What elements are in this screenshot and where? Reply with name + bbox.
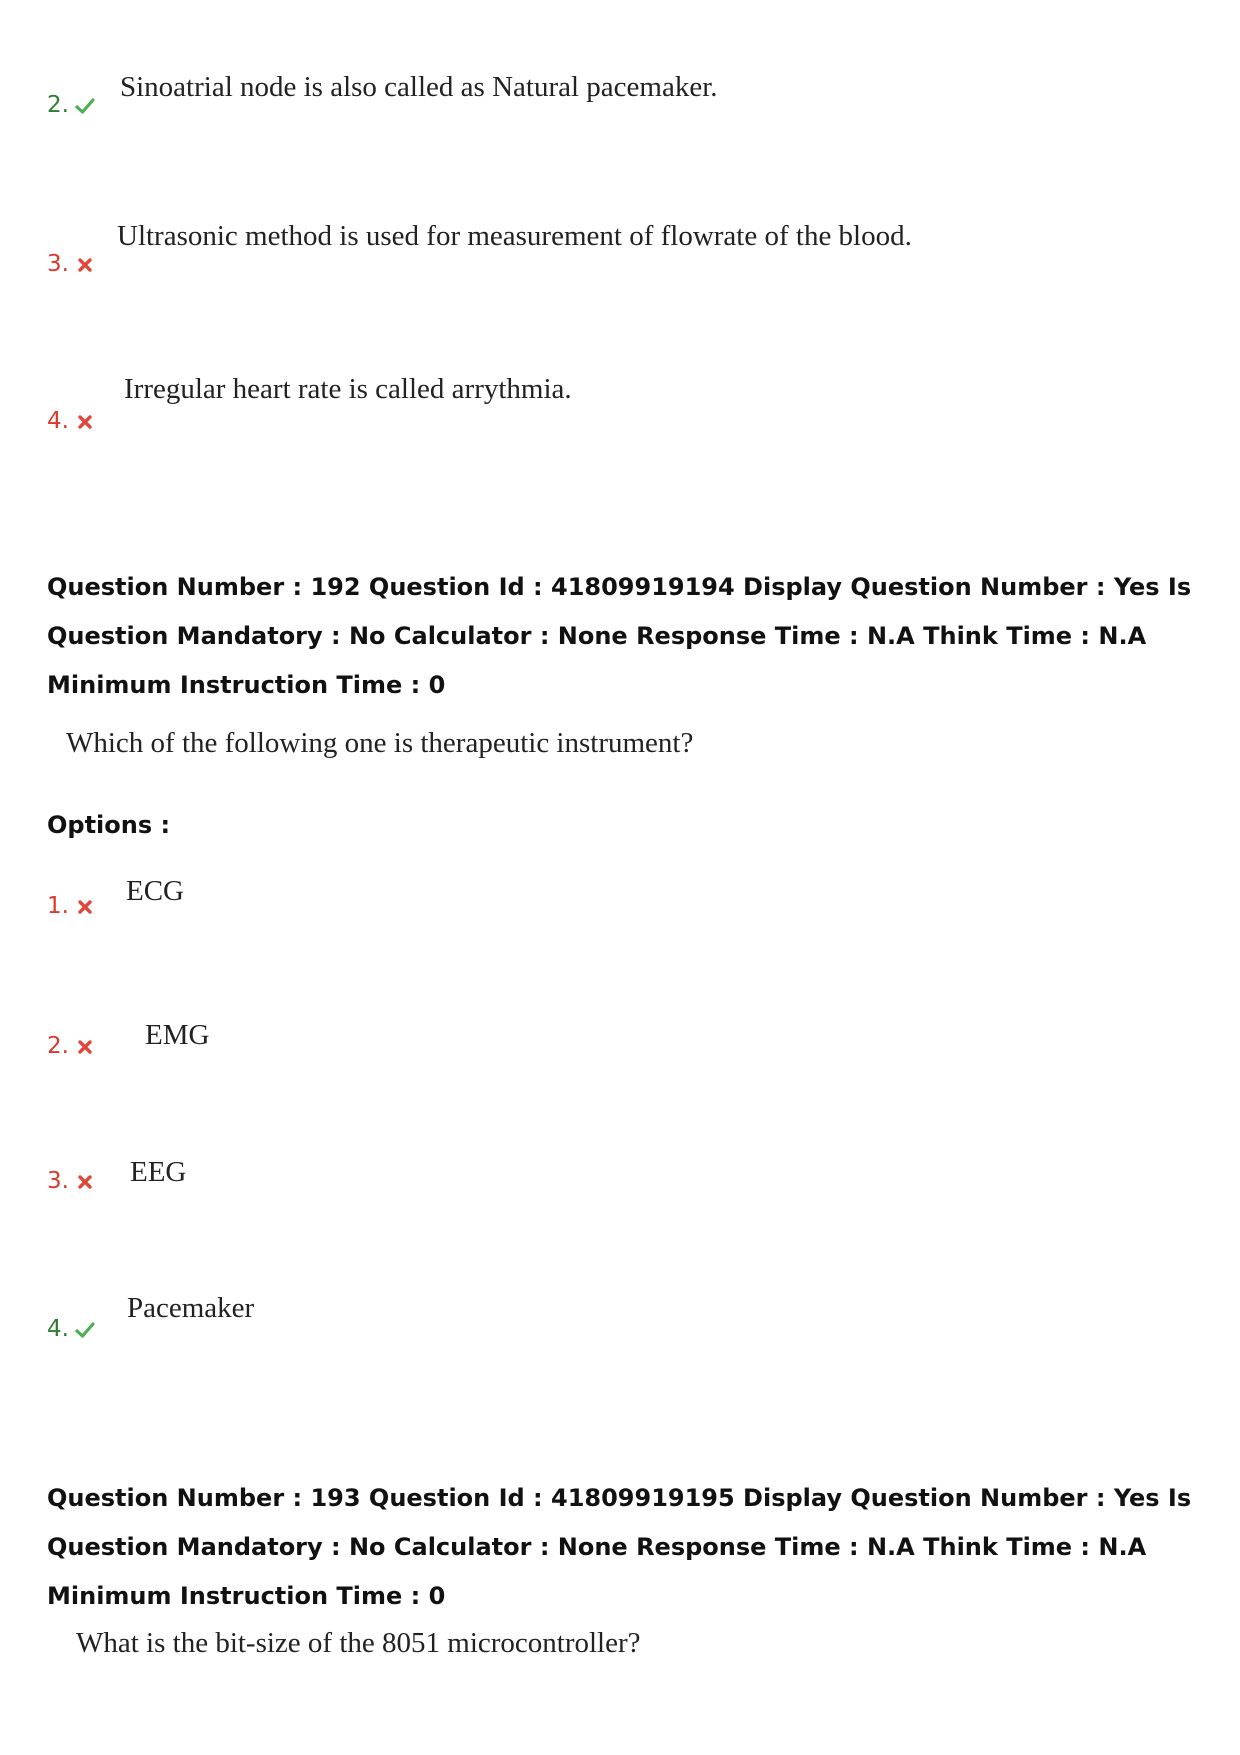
cross-icon: [75, 255, 95, 275]
option-text-192-1: ECG: [126, 875, 184, 907]
option-number-prev-2: 2.: [47, 91, 95, 119]
check-icon: [75, 1320, 95, 1340]
check-icon: [75, 96, 95, 116]
option-text-192-3: EEG: [130, 1156, 187, 1188]
cross-icon: [75, 897, 95, 917]
cross-icon: [75, 1172, 95, 1192]
option-text-prev-2: Sinoatrial node is also called as Natural pacemaker.: [120, 71, 718, 103]
option-text-prev-3: Ultrasonic method is used for measurement of flowrate of the blood.: [117, 220, 912, 252]
question-193-text: What is the bit-size of the 8051 microcontroller?: [76, 1627, 641, 1659]
cross-icon: [75, 1037, 95, 1057]
option-number-192-2: 2.: [47, 1032, 95, 1060]
option-number-192-1: 1.: [47, 892, 95, 920]
question-192-text: Which of the following one is therapeutic instrument?: [66, 727, 694, 759]
option-number-prev-3: 3.: [47, 250, 95, 278]
option-number-prev-4: 4.: [47, 407, 95, 435]
option-number-192-4: 4.: [47, 1315, 95, 1343]
question-193-meta: Question Number : 193 Question Id : 41809919195 Display Question Number : Yes Is Question Mandatory : No Calculator : None Response Time : N.A Think Time : N.A Minimum Instruction Time : 0: [47, 1484, 1192, 1610]
option-number-192-3: 3.: [47, 1167, 95, 1195]
option-text-192-4: Pacemaker: [127, 1292, 255, 1324]
options-label: Options :: [47, 811, 171, 839]
option-text-prev-4: Irregular heart rate is called arrythmia.: [124, 373, 572, 405]
option-text-192-2: EMG: [145, 1019, 210, 1051]
question-192-meta: Question Number : 192 Question Id : 41809919194 Display Question Number : Yes Is Question Mandatory : No Calculator : None Response Time : N.A Think Time : N.A Minimum Instruction Time : 0: [47, 573, 1192, 699]
cross-icon: [75, 412, 95, 432]
